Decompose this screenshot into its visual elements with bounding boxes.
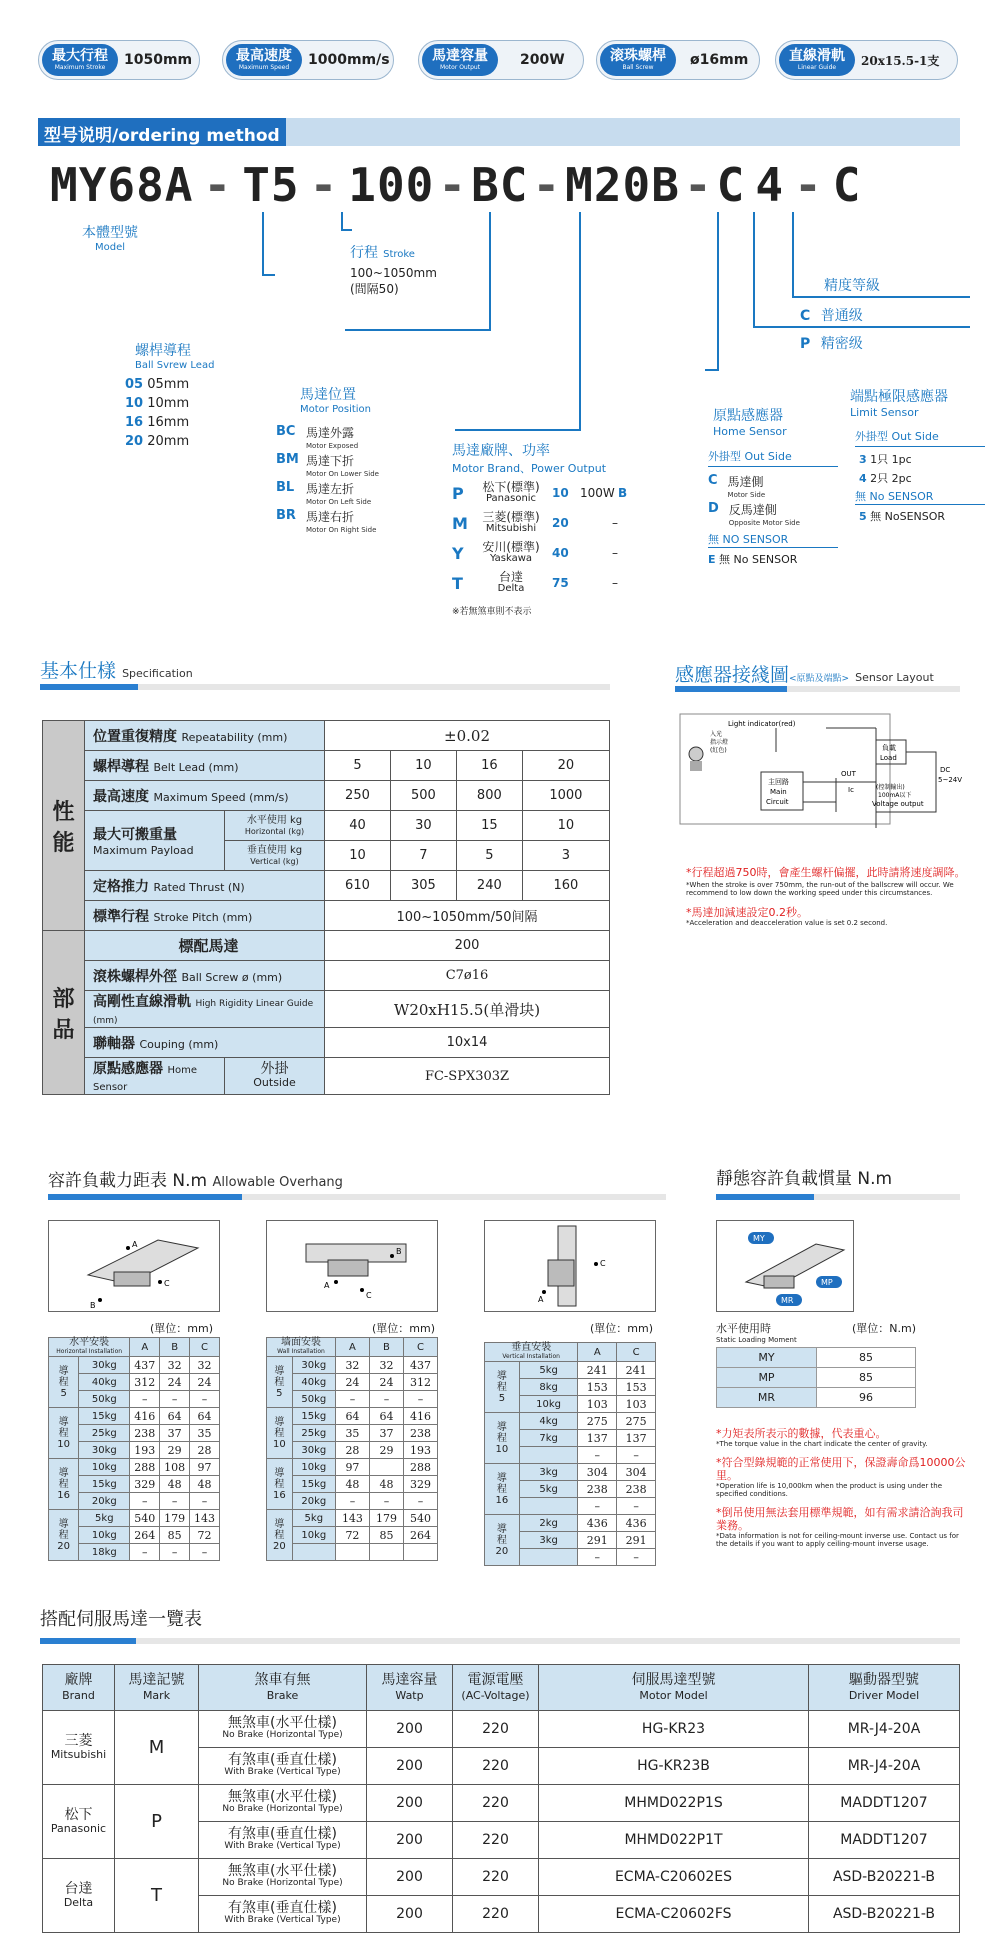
- moment-title: 靜態容許負載慣量 N.m: [716, 1169, 893, 1189]
- svg-text:Circuit: Circuit: [766, 798, 789, 806]
- moment-table: MY 85 MP 85 MR 96: [716, 1347, 916, 1408]
- overhang-unit-1: (單位：mm): [150, 1322, 214, 1335]
- svg-text:Ic: Ic: [848, 786, 854, 794]
- spec-pill-motor: 馬達容量 Motor Output 200W: [418, 40, 584, 80]
- overhang-table-vertical: 垂直安裝 Vertical Installation A C 導 程 5 5kg 241 241 8kg 153 153 10kg 103 103 導 程 10 4kg 275 275 7kg 137 137 – – 導 程 16 3kg 304 304 5kg 238 238 – – 導 程 20 2kg 436 436 3kg 291 291 – –: [484, 1342, 656, 1566]
- svg-text:MR: MR: [781, 1296, 794, 1305]
- moment-figure: [716, 1220, 854, 1312]
- svg-text:指示燈: 指示燈: [710, 739, 729, 746]
- overhang-table-horizontal: 水平安裝 Horizontal Installation A B C 導 程 5 30kg 437 32 32 40kg 312 24 24 50kg – – – 導 程 10 15kg 416 64 64 25kg 238 37 35 30kg 193 29 28 導 程 16 10kg 288 108 97 15kg 329 48 48 20kg – – – 導 程 20 5kg 540 179 143 10kg 264 85 72 18kg – – –: [48, 1337, 220, 1561]
- position-list: BC 馬達外露 Motor Exposed BM 馬達下折 Motor On Lower Side BL 馬達左折 Motor On Left Side BR 馬達右折 Motor On Right Side: [276, 424, 379, 534]
- svg-text:主回路: 主回路: [768, 778, 789, 786]
- precision-label: 精度等級 C 普通级 P 精密级: [800, 278, 880, 352]
- overhang-bar-accent: [48, 1194, 242, 1200]
- brand-label: 馬達廠牌、功率 Motor Brand、Power Output: [452, 443, 607, 475]
- servo-table: 廠牌 Brand 馬達記號 Mark 煞車有無 Brake 馬達容量 Watp 電源電壓 (AC-Voltage) 伺服馬達型號 Motor Model 驅動器型號 Driver Model 三菱 Mitsubishi M 無煞車(水平仕樣) No Brake (Horizontal Type) 200 220 HG-KR23 MR-J4-20A 有煞車(垂直仕樣) With Brake (Vertical Type) 200 220 HG-KR23B MR-J4-20A 松下 Panasonic P 無煞車(水平仕樣) No Brake (Horizontal Type) 200 220 MHMD022P1S MADDT1207 有煞車(垂直仕樣) With Brake (Vertical Type) 200 220 MHMD022P1T MADDT1207 台達 Delta T 無煞車(水平仕樣) No Brake (Horizontal Type) 200 220 ECMA-C20602ES ASD-B20221-B 有煞車(垂直仕樣) With Brake (Vertical Type) 200 220 ECMA-C20602FS ASD-B20221-B: [42, 1664, 960, 1933]
- servo-bar: [40, 1638, 960, 1644]
- svg-text:C: C: [366, 1291, 372, 1300]
- svg-text:Load: Load: [880, 754, 897, 762]
- lead-label: 螺桿導程 Ball Svrew Lead: [135, 343, 215, 371]
- home-sensor-label: 原點感應器 Home Sensor: [713, 408, 787, 438]
- lead-list: 05 05mm 10 10mm 16 16mm 20 20mm: [125, 377, 190, 449]
- overhang-vertical-figure: [484, 1220, 656, 1312]
- overhang-unit-2: (單位：mm): [372, 1322, 436, 1335]
- sensor-lamp-label: 入光: [710, 731, 723, 738]
- svg-text:(控制輸出): (控制輸出): [876, 784, 905, 791]
- sensor-indicator-label: Light indicator(red): [728, 720, 796, 728]
- spec-group-perf: 性能: [43, 721, 85, 931]
- overhang-table-wall: 墙面安裝 Wall Installation A B C 導 程 5 30kg 32 32 437 40kg 24 24 312 50kg – – – 導 程 10 15kg 64 64 416 25kg 35 37 238 30kg 28 29 193 導 程 16 10kg 97 288 15kg 48 48 329 20kg – – – 導 程 20 5kg 143 179 540 10kg 72 85 264: [266, 1337, 438, 1561]
- position-label: 馬達位置 Motor Position: [300, 387, 372, 415]
- svg-text:OUT: OUT: [841, 770, 856, 778]
- model-code: MY68A - T5 - 100-BC-M20B-C 4 - C: [50, 158, 862, 212]
- ordering-header: 型号说明/ordering method: [38, 118, 286, 146]
- moment-notes: *力矩表所表示的數據，代表重心。 *The torque value in the chart indicate the center of gravity. *符合型錄規範的正常使用下，保證壽命爲10000公里。 *Operation life is 10,000km when the product is using under the specified conditions. *倒吊使用無法套用標準規範，如有需求請洽詢我司業務。 *Data information is not for ceiling-mount inverse use. Contact us for the details if you want to apply ceiling-mount inverse usage.: [716, 1427, 966, 1548]
- moment-head: 水平使用時 Static Loading Moment (單位：N.m): [716, 1322, 916, 1344]
- svg-text:A: A: [538, 1295, 544, 1304]
- brand-list: P 松下(標準) Panasonic 10 100W B M 三菱(標準) Mitsubishi 20 – Y 安川(標準) Yaskawa 40 – T 台達 Delta 75 – ※若無煞車則不表示: [452, 480, 628, 617]
- svg-text:A: A: [324, 1281, 330, 1290]
- spec-pill-stroke: 最大行程 Maximum Stroke 1050mm: [38, 40, 200, 80]
- sensor-title: 感應器接綫圖<原點及端點> Sensor Layout: [675, 664, 934, 686]
- servo-title: 搭配伺服馬達一覽表: [40, 1609, 202, 1630]
- svg-text:MP: MP: [821, 1278, 833, 1287]
- spec-group-parts: 部品: [43, 931, 85, 1095]
- spec-table: 性能 位置重復精度 Repeatability (mm) ±0.02 螺桿導程 Belt Lead (mm) 5 10 16 20 最高速度 Maximum Speed (mm/s) 250 500 800 1000 最大可搬重量 Maximum Payload 水平使用 kg Horizontal (kg) 40 30 15 10 垂直使用 kg Vertical (kg) 10 7 5 3 定格推力 Rated Thrust (N) 610 305 240 160 標準行程 Stroke Pitch (mm) 100~1050mm/50间隔 部品 標配馬達 200 滾株螺桿外徑 Ball Screw ø (mm) C7ø16 高剛性直線滑軌 High Rigidity Linear Guide (mm) W20xH15.5(单滑块) 聯軸器 Couping (mm) 10x14 原點感應器 Home Sensor 外掛 Outside FC-SPX303Z: [42, 720, 610, 1095]
- svg-text:C: C: [600, 1259, 606, 1268]
- overhang-horizontal-figure: [48, 1220, 220, 1312]
- limit-sensor-label: 端點極限感應器 Limit Sensor: [850, 389, 948, 419]
- spec-pill-speed: 最高速度 Maximum Speed 1000mm/s: [222, 40, 394, 80]
- sensor-bar-accent: [675, 686, 787, 692]
- svg-text:A: A: [132, 1240, 138, 1249]
- spec-pill-screw: 滚珠螺桿 Ball Screw ø16mm: [596, 40, 760, 80]
- svg-text:Voltage output: Voltage output: [872, 800, 924, 808]
- svg-text:C: C: [164, 1279, 170, 1288]
- sensor-notes: *行程超過750時，會產生螺杆偏擺，此時請將速度調降。 *When the stroke is over 750mm, the run-out of the ballscrew will occur. We recommend to low down the working speed under this circumstances. *馬達加減速設定0.2秒。 *Acceleration and deacceleration value is set 0.2 second.: [686, 866, 966, 927]
- servo-bar-accent: [40, 1638, 136, 1644]
- sensor-wiring-diagram: [676, 712, 964, 828]
- svg-text:負載: 負載: [882, 744, 896, 752]
- limit-sensor-list: 外掛型 Out Side 3 1只 1pc 4 2只 2pc 無 No SENSOR 5 無 NoSENSOR: [855, 428, 985, 524]
- svg-text:Main: Main: [770, 788, 787, 796]
- overhang-title: 容許負載力距表 N.m Allowable Overhang: [48, 1171, 343, 1191]
- svg-text:MY: MY: [753, 1234, 765, 1243]
- stroke-label: 行程 Stroke 100~1050mm (間隔50): [350, 245, 437, 296]
- svg-text:B: B: [90, 1301, 96, 1310]
- svg-text:(紅色): (紅色): [710, 747, 727, 754]
- svg-text:5~24V: 5~24V: [938, 776, 963, 784]
- svg-text:DC: DC: [940, 766, 951, 774]
- model-label: 本體型號 Model: [82, 225, 138, 253]
- spec-title: 基本仕樣 Specification: [40, 660, 193, 682]
- svg-text:100mA以下: 100mA以下: [878, 792, 912, 799]
- moment-bar-accent: [716, 1194, 814, 1200]
- spec-bar-accent: [40, 684, 138, 690]
- home-sensor-list: 外掛型 Out Side C 馬達側 Motor Side D 反馬達側 Opposite Motor Side 無 NO SENSOR E 無 No SENSOR: [708, 448, 838, 567]
- spec-pill-guide: 直線滑軌 Linear Guide 20x15.5-1支: [775, 40, 958, 80]
- overhang-wall-figure: [266, 1220, 438, 1312]
- overhang-unit-3: (單位：mm): [590, 1322, 654, 1335]
- svg-text:B: B: [396, 1247, 402, 1256]
